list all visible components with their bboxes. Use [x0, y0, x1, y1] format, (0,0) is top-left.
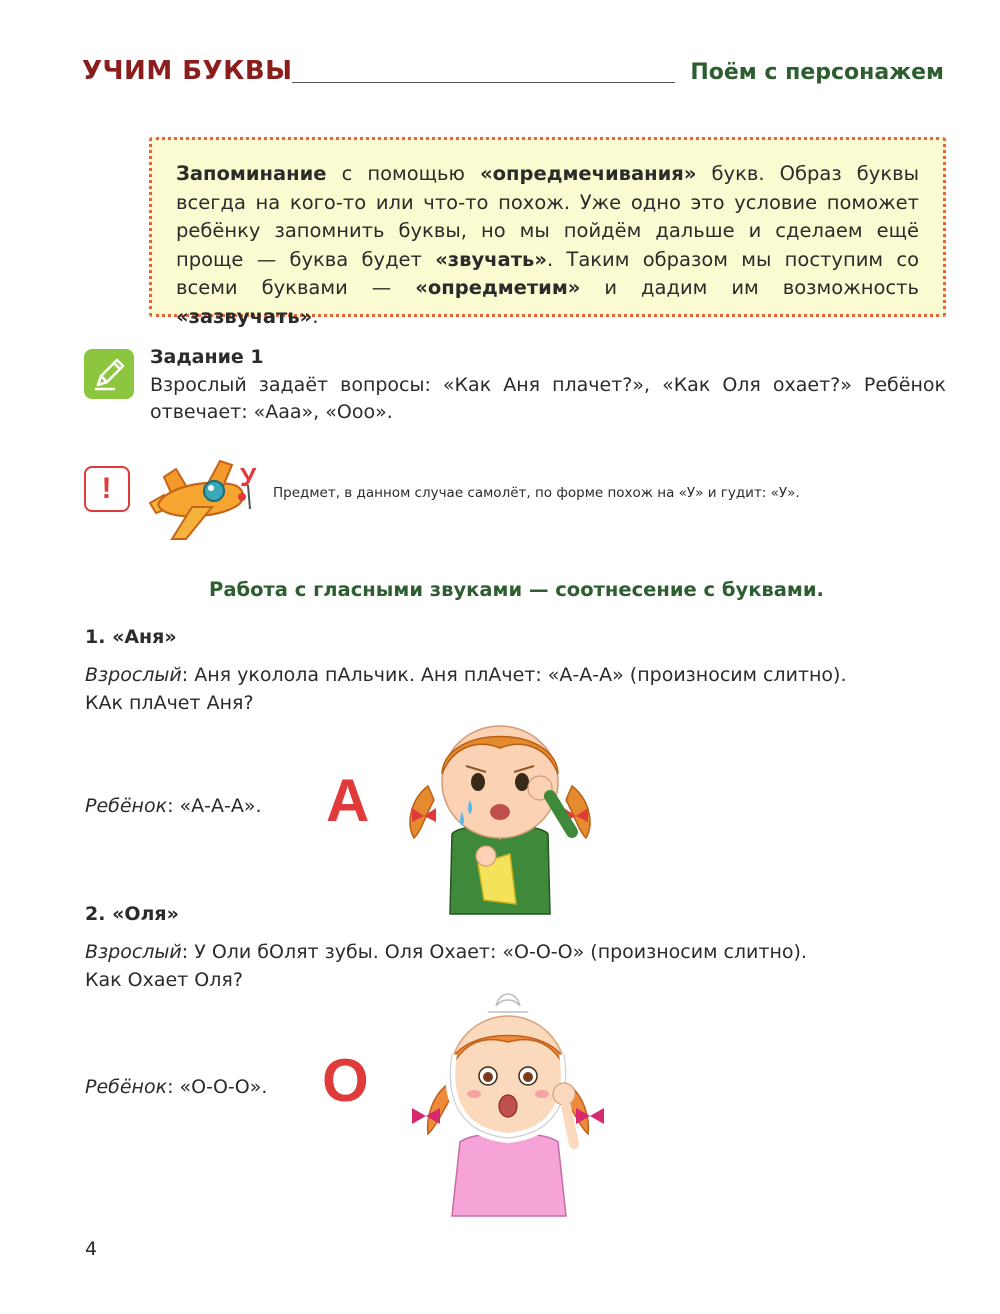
item-1-name: «Аня» — [112, 626, 177, 648]
info-text-3: . Таким образом мы поступим со всеми буквами — — [176, 247, 919, 299]
info-bold-5: «зазвучать» — [176, 304, 313, 328]
header-rule — [292, 82, 675, 83]
info-bold-1: Запоминание — [176, 162, 327, 185]
item-1-child-text — [85, 795, 262, 817]
item-2-child-label: Ребёнок — [85, 1076, 168, 1098]
note-text: Предмет, в данном случае самолёт, по форме похож на «У» и гудит: «У». — [273, 485, 800, 501]
letter-a: А — [326, 767, 370, 834]
info-bold-4: «опредметим» — [415, 276, 581, 299]
item-2-child-answer: : «О-О-О». — [167, 1076, 268, 1098]
info-text-2: букв. Образ буквы всегда на кого-то или что-то похож. Уже одно это условие поможет ребёнку запомнить буквы, но мы пойдём дальше и сделаем ещё проще — буква будет — [176, 162, 919, 271]
header-title-right: Поём с персонажем — [690, 60, 944, 85]
item-1-adult-label: Взрослый — [85, 664, 182, 686]
item-1-number: 1 — [85, 626, 99, 648]
item-2-name: «Оля» — [112, 903, 179, 925]
page-number: 4 — [85, 1238, 98, 1260]
item-2-adult-line2: Как Охает Оля? — [85, 969, 243, 991]
girl-toothache-illustration — [404, 984, 614, 1220]
info-bold-2: «опредмечивания» — [480, 162, 697, 185]
info-box — [149, 137, 946, 328]
item-2-adult-line1: : У Оли бОлят зубы. Оля Охает: «О-О-О» (произносим слитно). — [181, 941, 807, 963]
item-1-adult-line2: КАк плАчет Аня? — [85, 692, 254, 714]
crying-girl-illustration — [400, 704, 600, 918]
exclamation-icon — [84, 466, 130, 512]
item-1-adult-line1: : Аня уколола пАльчик. Аня плАчет: «А-А-А» (произносим слитно). — [181, 664, 847, 686]
item-2-adult-label: Взрослый — [85, 941, 182, 963]
info-bold-3: «звучать» — [435, 247, 547, 271]
plane-letter: У — [240, 462, 257, 492]
item-2-child-text — [85, 1076, 267, 1098]
item-2-number: 2 — [85, 903, 99, 925]
item-1-child-label: Ребёнок — [85, 795, 168, 817]
section-title: Работа с гласными звуками — соотнесение с буквами. — [209, 578, 824, 601]
info-text-1: с помощью — [326, 162, 481, 185]
exclamation-mark: ! — [101, 472, 112, 505]
task-title: Задание 1 — [150, 346, 264, 368]
info-text-5: . — [312, 304, 319, 328]
letter-o: О — [322, 1047, 369, 1114]
info-text-4: и дадим им возможность — [580, 276, 920, 299]
item-1-heading: 1. «Аня» — [85, 626, 177, 648]
item-2-heading: 2. «Оля» — [85, 903, 179, 925]
header-title-left: УЧИМ БУКВЫ — [82, 56, 293, 86]
task-text: Взрослый задаёт вопросы: «Как Аня плачет?», «Как Оля охает?» Ребёнок отвечает: «Ааа», «Ооо». — [150, 374, 946, 423]
item-1-child-answer: : «А-А-А». — [167, 795, 262, 817]
pencil-icon — [84, 349, 134, 399]
